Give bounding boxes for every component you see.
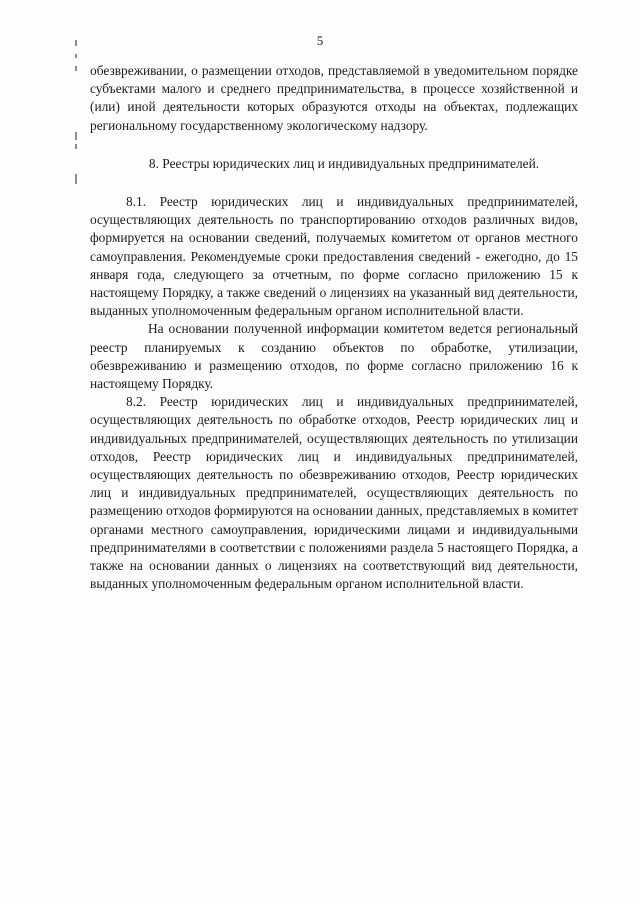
margin-mark [75, 132, 77, 140]
binding-hole-marks [75, 40, 79, 200]
page-number: 5 [316, 33, 324, 48]
margin-mark [75, 66, 77, 71]
paragraph-8-1: 8.1. Реестр юридических лиц и индивидуальных предпринимателей, осуществляющих деятельность по транспортированию отходов различных видов, формируется на основании сведений, получаемых комитетом от органов местного самоуправления. Рекомендуемые сроки предоставления сведений - ежегодно, до 15 января года, следующего за отчетным, по форме согласно приложению 15 к настоящему Порядку, а также сведений о лицензиях на указанный вид деятельности, выданных уполномоченным федеральным органом исполнительной власти. [90, 194, 578, 319]
paragraph-registry-info: На основании полученной информации комитетом ведется региональный реестр планируемых к созданию объектов по обработке, утилизации, обезвреживанию и размещению отходов, по форме согласно приложению 16 к настоящему Порядку. [90, 321, 578, 392]
margin-mark [75, 174, 77, 184]
margin-mark [75, 144, 77, 149]
intro-paragraph: обезвреживании, о размещении отходов, представляемой в уведомительном порядке субъектами малого и среднего предпринимательства, в процессе хозяйственной и (или) иной деятельности которых образуются отходы на объектах, подлежащих региональному государственному экологическому надзору. [90, 63, 578, 133]
document-body [90, 62, 578, 593]
paragraph-8-2: 8.2. Реестр юридических лиц и индивидуальных предпринимателей, осуществляющих деятельность по обработке отходов, Реестр юридических лиц и индивидуальных предпринимателей, осуществляющих деятельность по утилизации отходов, Реестр юридических лиц и индивидуальных предпринимателей, осуществляющих деятельность по обезвреживанию отходов, Реестр юридических лиц и индивидуальных предпринимателей, осуществляющих деятельность по размещению отходов формируются на основании данных, представляемых в комитет органами местного самоуправления, юридическими лицами и индивидуальными предпринимателями в соответствии с положениями раздела 5 настоящего Порядка, а также на основании данных о лицензиях на соответствующий вид деятельности, выданных уполномоченным федеральным органом исполнительной власти. [90, 394, 578, 592]
section-heading: 8. Реестры юридических лиц и индивидуальных предпринимателей. [148, 155, 540, 171]
margin-mark [75, 54, 77, 58]
